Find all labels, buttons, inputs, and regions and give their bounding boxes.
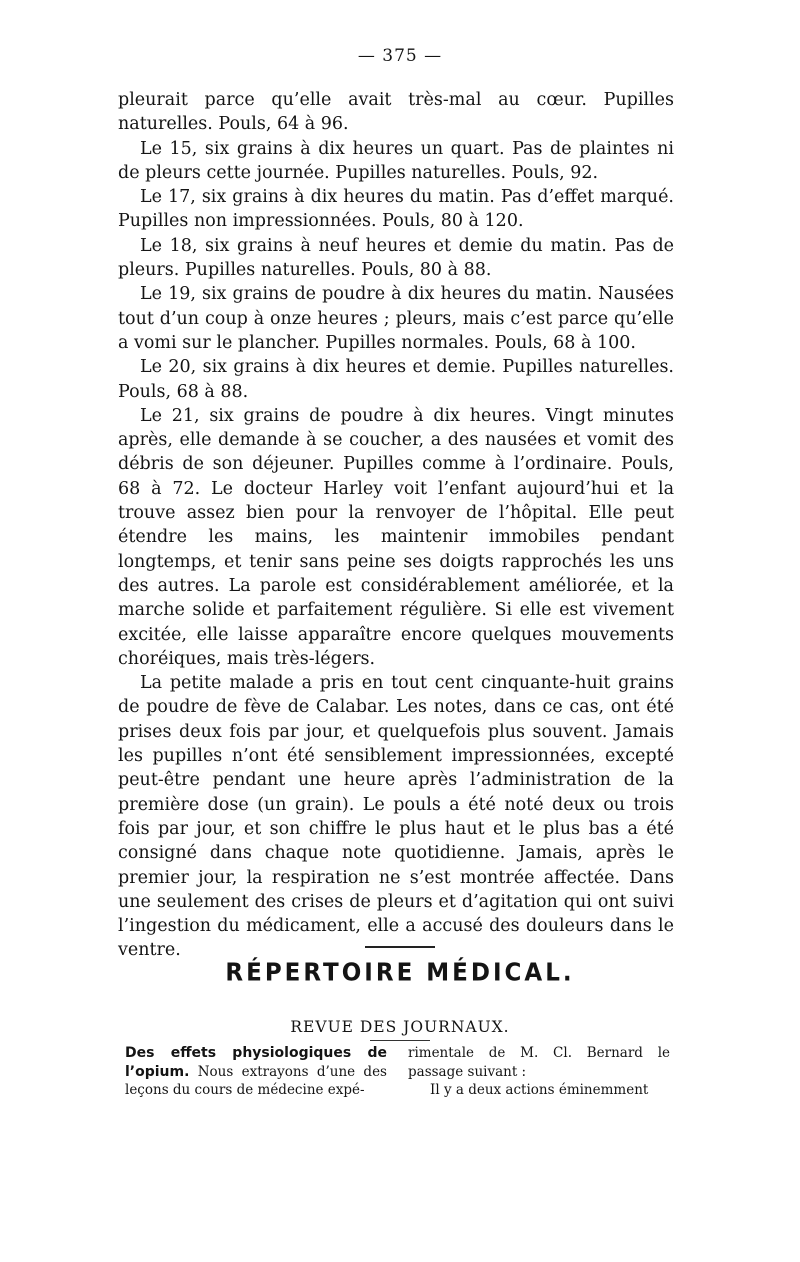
body-text [118, 88, 674, 963]
subheading-rule [370, 1040, 430, 1041]
paragraph: Le 19, six grains de poudre à dix heures du matin. Nausées tout d’un coup à onze heures ; pleurs, mais c’est parce qu’elle a vomi sur le plancher. Pupilles normales. Pouls, 68 à 100. [118, 284, 674, 353]
article-text: rimentale de M. Cl. Bernard le passage suivant : [408, 1045, 670, 1080]
article-text: Nous extrayons d’une des leçons du cours de médecine expé- [125, 1063, 387, 1098]
paragraph: Le 17, six grains à dix heures du matin. Pas d’effet marqué. Pupilles non impressionnées. Pouls, 80 à 120. [118, 187, 674, 232]
article-text: Il y a deux actions éminemment [430, 1082, 649, 1098]
paragraph: Le 21, six grains de poudre à dix heures. Vingt minutes après, elle demande à se coucher, a des nausées et vomit des débris de son déjeuner. Pupilles comme à l’ordinaire. Pouls, 68 à 72. Le docteur Harley voit l’enfant aujourd’hui et la trouve assez bien pour la renvoyer de l’hôpital. Elle peut étendre les mains, les maintenir immobiles pendant longtemps, et tenir sans peine ses doigts rapprochés les uns des autres. La parole est considérablement améliorée, et la marche solide et parfaitement régulière. Si elle est vivement excitée, elle laisse apparaître encore quelques mouvements choréiques, mais très-légers. [118, 405, 674, 669]
left-column [125, 1044, 387, 1100]
divider-rule [365, 946, 435, 948]
right-column [408, 1044, 670, 1100]
two-column-section [125, 1044, 670, 1100]
paragraph: La petite malade a pris en tout cent cinquante-huit grains de poudre de fève de Calabar. Les notes, dans ce cas, ont été prises deux fois par jour, et quelquefois plus souvent. Jamais les pupilles n’ont été sensiblement impressionnées, excepté peut-être pendant une heure après l’administration de la première dose (un grain). Le pouls a été noté deux ou trois fois par jour, et son chiffre le plus haut et le plus bas a été consigné dans chaque note quotidienne. Jamais, après le premier jour, la respiration ne s’est montrée affectée. Dans une seulement des crises de pleurs et d’agitation qui ont suivi l’ingestion du médicament, elle a accusé des douleurs dans le ventre. [118, 673, 674, 961]
page-number: — 375 — [357, 46, 443, 66]
subheading: REVUE DES JOURNAUX. [290, 1018, 510, 1036]
paragraph: Le 18, six grains à neuf heures et demie du matin. Pas de pleurs. Pupilles naturelles. Pouls, 80 à 88. [118, 235, 674, 281]
paragraph: pleurait parce qu’elle avait très-mal au cœur. Pupilles naturelles. Pouls, 64 à 96. [118, 90, 674, 135]
article-title: Des effets physiologiques de l’opium. [125, 1045, 387, 1080]
section-heading: RÉPERTOIRE MÉDICAL. [225, 958, 575, 988]
paragraph: Le 20, six grains à dix heures et demie. Pupilles naturelles. Pouls, 68 à 88. [118, 357, 674, 402]
paragraph: Le 15, six grains à dix heures un quart. Pas de plaintes ni de pleurs cette journée. Pupilles naturelles. Pouls, 92. [118, 138, 674, 183]
